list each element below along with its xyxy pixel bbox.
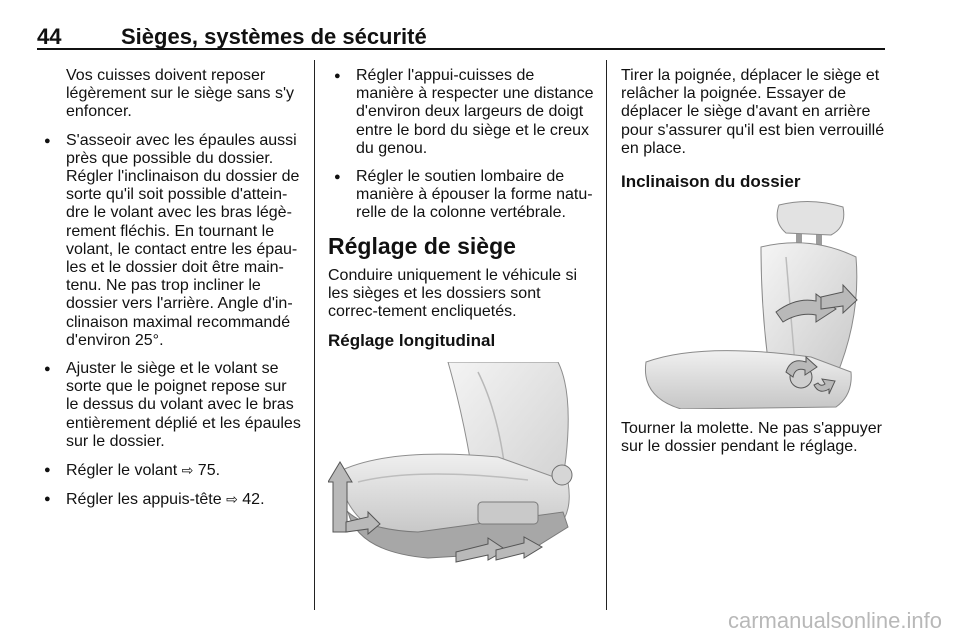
column-1 [38,67,302,519]
header-rule [37,48,885,50]
column-3 [621,67,887,202]
column-divider-2 [606,60,607,610]
column-divider-1 [314,60,315,610]
section-intro: Conduire uniquement le véhicule si les sièges et les dossiers sont correc-tement encliquetés. [328,266,578,321]
watermark: carmanualsonline.info [727,608,942,633]
section-heading: Réglage de siège [328,232,516,259]
chapter-title: Sièges, systèmes de sécurité [121,24,427,49]
bullet-text: Régler les appuis-tête [66,491,227,509]
column-2 [328,67,594,361]
bullet-shoulders: ● S'asseoir avec les épaules aussi près que possible du dossier. Régler l'inclinaison du dossier de sorte qu'il soit possible d'attein-dre le volant avec les bras légè-rement fléchis. En tournant le volant, le contact entre les épau-les et le dossier doit être main-tenu. Ne pas trop incliner le dossier vers l'arrière. Angle d'in-clinaison maximal recommandé d'environ 25°. [38,132,302,350]
page-ref-link[interactable]: 42. [237,491,265,509]
seat-backrest-illustration [621,197,885,409]
column-3-lower [621,420,887,466]
page-ref-link[interactable]: 75. [193,462,221,480]
page-ref-arrow-icon: ⇨ [226,491,238,508]
page-number: 44 [37,24,62,49]
bullet-text: Régler le volant [66,462,182,480]
bullet-steering-position: ● Ajuster le siège et le volant se sorte que le poignet repose sur le dessus du volant avec le bras entièrement déplié et les épaules sur le dossier. [38,360,302,451]
page-header [37,24,887,50]
bullet-lumbar-support: ● Régler le soutien lombaire de manière à épouser la forme natu-relle de la colonne vertébrale. [328,168,594,223]
bullet-steering-wheel [38,461,302,480]
subheading-longitudinal: Réglage longitudinal [328,331,496,351]
subheading-backrest: Inclinaison du dossier [621,172,801,192]
figure-backrest-inclination [621,197,885,409]
bullet-thigh-support: ● Régler l'appui-cuisses de manière à respecter une distance d'environ deux largeurs de doigt entre le bord du siège et le creux du genou. [328,67,594,158]
paragraph-knob: Tourner la molette. Ne pas s'appuyer sur le dossier pendant le réglage. [621,420,882,456]
paragraph-continued: Vos cuisses doivent reposer légèrement sur le siège sans s'y enfoncer. [66,67,295,121]
paragraph-handle: Tirer la poignée, déplacer le siège et relâcher la poignée. Essayer de déplacer le siège d'avant en arrière pour s'assurer qu'il est bien verrouillé en place. [621,67,885,157]
bullet-headrests [38,490,302,509]
figure-longitudinal-adjustment [328,362,592,570]
page-ref-arrow-icon: ⇨ [181,462,194,479]
seat-longitudinal-illustration [328,362,592,570]
